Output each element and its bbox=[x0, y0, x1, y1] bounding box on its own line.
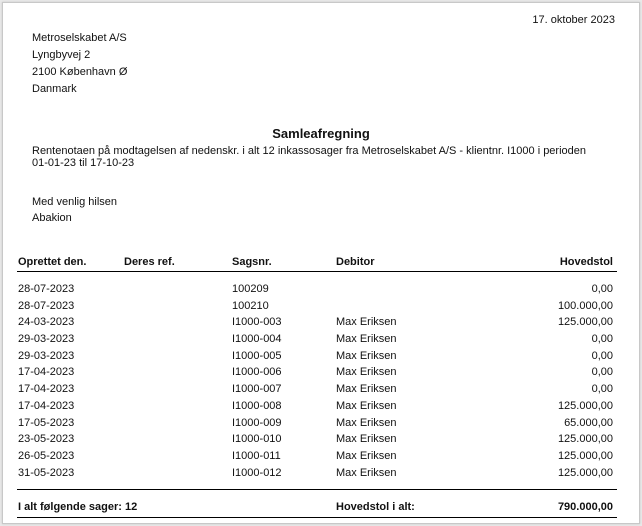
table-row bbox=[17, 415, 617, 432]
table-row bbox=[17, 281, 617, 298]
cell-hovedstol: 125.000,00 bbox=[557, 449, 613, 462]
address-country: Danmark bbox=[32, 83, 77, 95]
cell-hovedstol: 100.000,00 bbox=[557, 299, 613, 312]
address-name: Metroselskabet A/S bbox=[32, 32, 127, 44]
cell-debitor: Max Eriksen bbox=[336, 383, 397, 396]
cell-hovedstol: 0,00 bbox=[591, 366, 613, 379]
table-row bbox=[17, 364, 617, 381]
cell-sagsnr: I1000-006 bbox=[232, 366, 282, 379]
cell-sagsnr: I1000-008 bbox=[232, 399, 282, 412]
cell-sagsnr: I1000-012 bbox=[232, 466, 282, 479]
table-row bbox=[17, 431, 617, 448]
cell-debitor: Max Eriksen bbox=[336, 433, 397, 446]
cell-sagsnr: I1000-009 bbox=[232, 416, 282, 429]
cell-oprettet: 17-05-2023 bbox=[18, 416, 75, 429]
cell-hovedstol: 0,00 bbox=[591, 333, 613, 346]
cell-hovedstol: 0,00 bbox=[591, 349, 613, 362]
cell-oprettet: 23-05-2023 bbox=[18, 433, 75, 446]
cell-debitor: Max Eriksen bbox=[336, 349, 397, 362]
table-row bbox=[17, 314, 617, 331]
footer-count: I alt følgende sager: 12 bbox=[18, 501, 138, 513]
cell-sagsnr: I1000-007 bbox=[232, 383, 282, 396]
table-row bbox=[17, 348, 617, 365]
cell-hovedstol: 125.000,00 bbox=[557, 399, 613, 412]
closing-greeting: Med venlig hilsen bbox=[32, 196, 117, 208]
table-row bbox=[17, 448, 617, 465]
table-row bbox=[17, 298, 617, 315]
table-body bbox=[17, 281, 617, 481]
table-row bbox=[17, 465, 617, 482]
cell-debitor: Max Eriksen bbox=[336, 449, 397, 462]
document-title: Samleafregning bbox=[272, 126, 370, 141]
cell-oprettet: 28-07-2023 bbox=[18, 283, 75, 295]
cell-sagsnr: I1000-005 bbox=[232, 349, 282, 362]
cell-hovedstol: 125.000,00 bbox=[557, 316, 613, 329]
address-city: 2100 København Ø bbox=[32, 66, 128, 78]
header-oprettet: Oprettet den. bbox=[18, 256, 87, 268]
table-row bbox=[17, 381, 617, 398]
cell-oprettet: 29-03-2023 bbox=[18, 349, 75, 362]
table-footer bbox=[17, 489, 617, 518]
header-deres-ref: Deres ref. bbox=[124, 256, 175, 268]
cell-oprettet: 24-03-2023 bbox=[18, 316, 75, 329]
header-hovedstol: Hovedstol bbox=[559, 256, 613, 268]
cell-sagsnr: I1000-011 bbox=[232, 449, 281, 462]
address-street: Lyngbyvej 2 bbox=[32, 49, 91, 61]
cell-hovedstol: 0,00 bbox=[591, 283, 613, 295]
cell-oprettet: 17-04-2023 bbox=[18, 399, 75, 412]
table-row bbox=[17, 331, 617, 348]
closing bbox=[32, 194, 117, 226]
cell-oprettet: 31-05-2023 bbox=[18, 466, 75, 479]
cell-hovedstol: 125.000,00 bbox=[557, 433, 613, 446]
cell-sagsnr: 100209 bbox=[232, 283, 269, 295]
header-sagsnr: Sagsnr. bbox=[232, 256, 272, 268]
table-row bbox=[17, 398, 617, 415]
cell-hovedstol: 125.000,00 bbox=[557, 466, 613, 479]
footer-total-value: 790.000,00 bbox=[557, 501, 613, 513]
cell-sagsnr: I1000-010 bbox=[232, 433, 282, 446]
header-debitor: Debitor bbox=[336, 256, 375, 268]
cell-debitor: Max Eriksen bbox=[336, 316, 397, 329]
cell-debitor: Max Eriksen bbox=[336, 333, 397, 346]
document-page bbox=[2, 2, 640, 524]
cell-sagsnr: 100210 bbox=[232, 299, 269, 312]
body-text: Rentenotaen på modtagelsen af nedenskr. i alt 12 inkassosager fra Metroselskabet A/S - klientnr. I1000 i perioden 01-01-23 til 17-10-23 bbox=[32, 145, 587, 169]
cell-oprettet: 26-05-2023 bbox=[18, 449, 75, 462]
cell-debitor: Max Eriksen bbox=[336, 366, 397, 379]
cell-debitor: Max Eriksen bbox=[336, 416, 397, 429]
cell-hovedstol: 0,00 bbox=[591, 383, 613, 396]
cell-debitor: Max Eriksen bbox=[336, 466, 397, 479]
cell-oprettet: 17-04-2023 bbox=[18, 366, 75, 379]
cell-sagsnr: I1000-004 bbox=[232, 333, 282, 346]
recipient-address bbox=[32, 30, 127, 98]
cell-hovedstol: 65.000,00 bbox=[564, 416, 613, 429]
cell-oprettet: 28-07-2023 bbox=[18, 299, 75, 312]
closing-signature: Abakion bbox=[32, 212, 72, 224]
cell-debitor: Max Eriksen bbox=[336, 399, 397, 412]
cell-oprettet: 29-03-2023 bbox=[18, 333, 75, 346]
document-date: 17. oktober 2023 bbox=[532, 14, 615, 26]
cell-oprettet: 17-04-2023 bbox=[18, 383, 75, 396]
cell-sagsnr: I1000-003 bbox=[232, 316, 282, 329]
footer-total-label: Hovedstol i alt: bbox=[336, 501, 415, 513]
table-header bbox=[17, 255, 617, 272]
